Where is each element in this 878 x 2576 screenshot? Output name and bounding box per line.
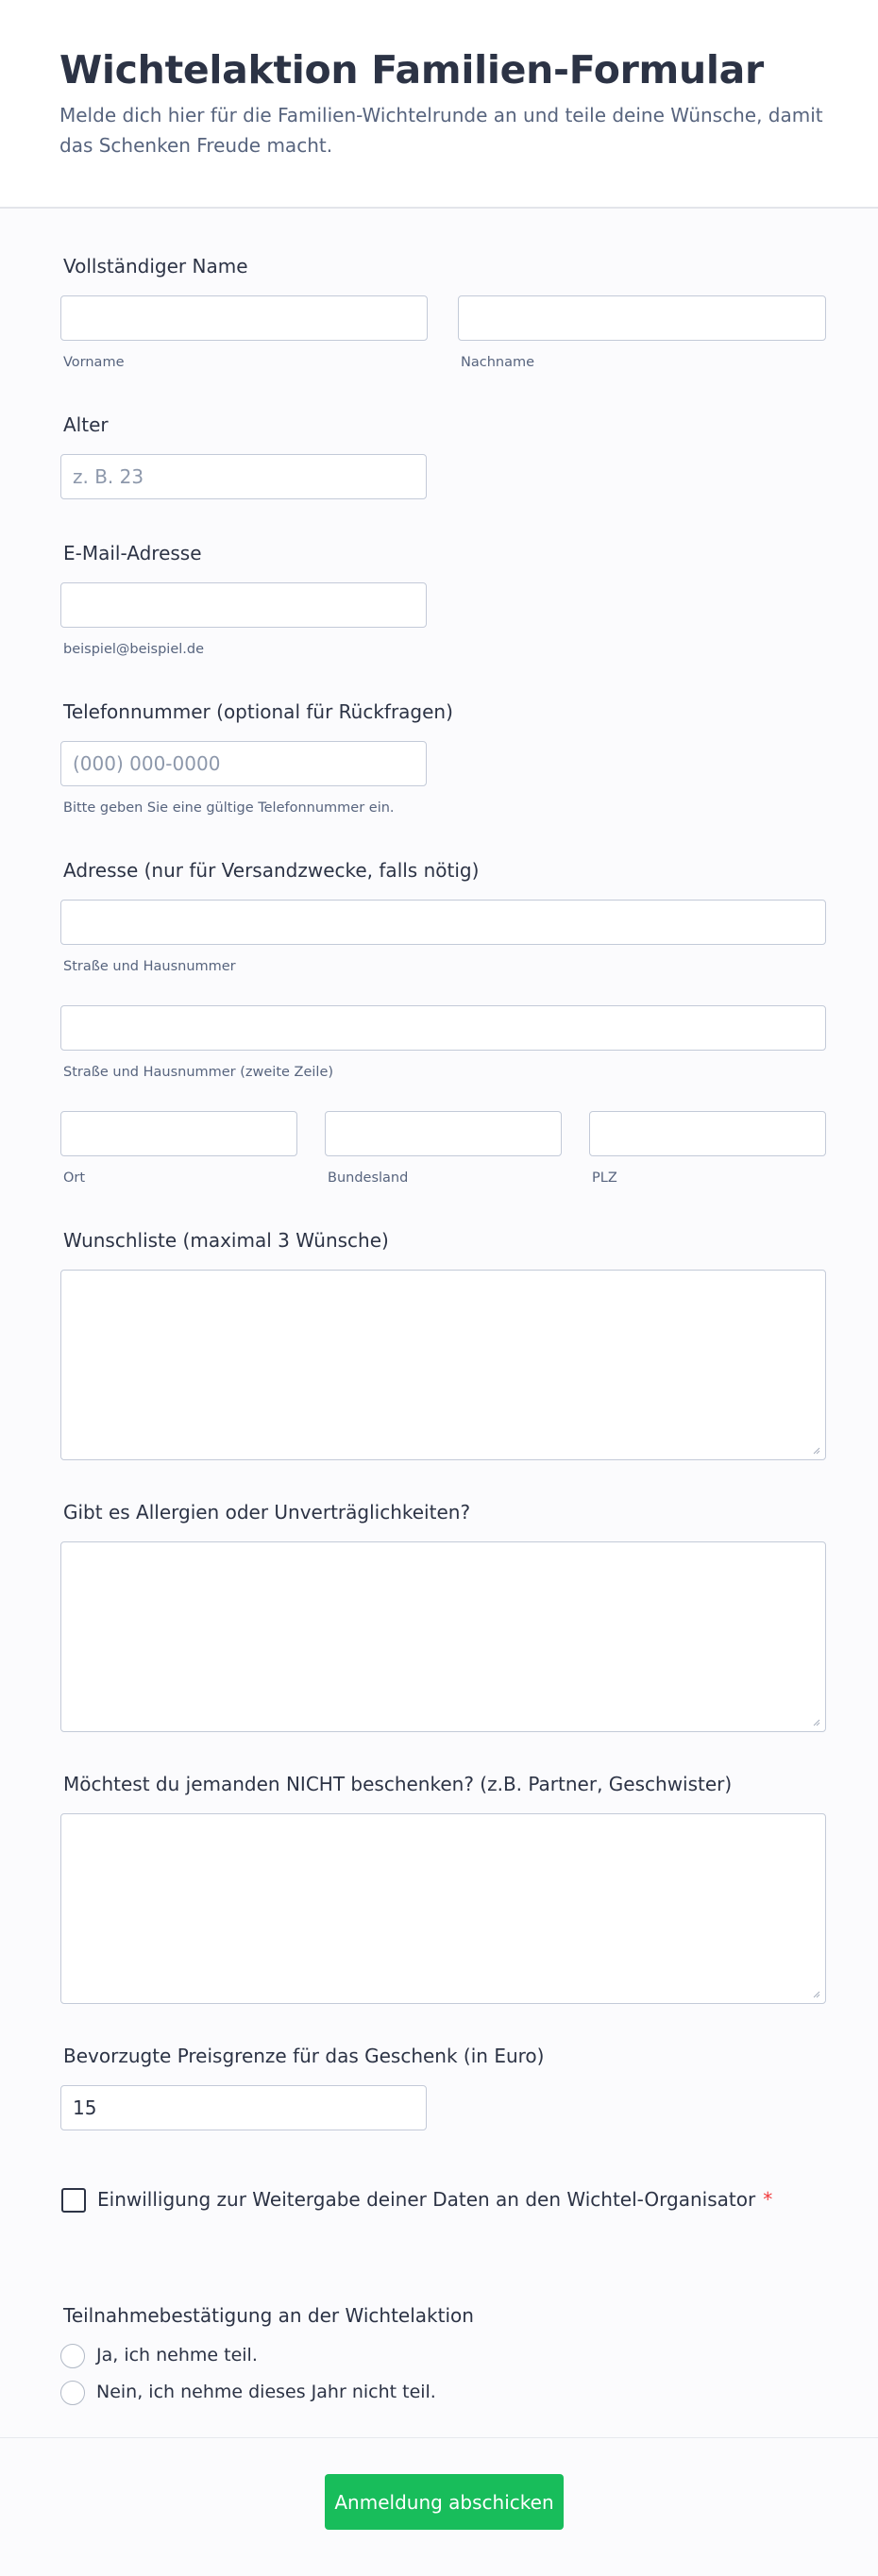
submit-button[interactable]: Anmeldung abschicken bbox=[325, 2474, 564, 2530]
price-label: Bevorzugte Preisgrenze für das Geschenk (in Euro) bbox=[63, 2045, 545, 2067]
street-line1-input[interactable] bbox=[60, 900, 826, 945]
email-sublabel: beispiel@beispiel.de bbox=[63, 642, 205, 657]
consent-checkbox[interactable] bbox=[61, 2188, 86, 2213]
participation-no-label[interactable]: Nein, ich nehme dieses Jahr nicht teil. bbox=[96, 2382, 436, 2402]
allergies-textarea[interactable] bbox=[60, 1541, 826, 1732]
resize-grip-icon[interactable] bbox=[811, 1989, 820, 1998]
form-title: Wichtelaktion Familien-Formular bbox=[59, 47, 764, 93]
state-sublabel: Bundesland bbox=[328, 1170, 409, 1186]
name-label: Vollständiger Name bbox=[63, 255, 248, 278]
form-header bbox=[0, 0, 878, 209]
address-label: Adresse (nur für Versandzwecke, falls nötig) bbox=[63, 859, 480, 882]
street-line1-sublabel: Straße und Hausnummer bbox=[63, 959, 236, 974]
allergies-label: Gibt es Allergien oder Unverträglichkeiten? bbox=[63, 1501, 471, 1524]
participation-yes-label[interactable]: Ja, ich nehme teil. bbox=[96, 2345, 258, 2366]
footer-divider bbox=[0, 2437, 878, 2438]
email-input[interactable] bbox=[60, 582, 427, 628]
phone-label: Telefonnummer (optional für Rückfragen) bbox=[63, 700, 453, 723]
phone-input[interactable] bbox=[60, 741, 427, 786]
exclude-textarea[interactable] bbox=[60, 1813, 826, 2004]
age-label: Alter bbox=[63, 413, 109, 436]
street-line2-sublabel: Straße und Hausnummer (zweite Zeile) bbox=[63, 1065, 334, 1080]
last-name-input[interactable] bbox=[458, 295, 826, 341]
street-line2-input[interactable] bbox=[60, 1005, 826, 1051]
wishlist-label: Wunschliste (maximal 3 Wünsche) bbox=[63, 1229, 389, 1252]
age-input[interactable] bbox=[60, 454, 427, 499]
city-sublabel: Ort bbox=[63, 1170, 86, 1186]
participation-yes-radio[interactable] bbox=[60, 2344, 85, 2368]
zip-sublabel: PLZ bbox=[592, 1170, 617, 1186]
first-name-sublabel: Vorname bbox=[63, 355, 125, 370]
first-name-input[interactable] bbox=[60, 295, 428, 341]
wishlist-textarea[interactable] bbox=[60, 1270, 826, 1460]
required-mark: * bbox=[763, 2188, 773, 2211]
exclude-label: Möchtest du jemanden NICHT beschenken? (z.B. Partner, Geschwister) bbox=[63, 1773, 733, 1795]
consent-label bbox=[97, 2188, 772, 2211]
email-label: E-Mail-Adresse bbox=[63, 542, 202, 564]
consent-text: Einwilligung zur Weitergabe deiner Daten an den Wichtel-Organisator bbox=[97, 2188, 756, 2211]
participation-no-radio[interactable] bbox=[60, 2381, 85, 2405]
last-name-sublabel: Nachname bbox=[461, 355, 535, 370]
form-subtitle: Melde dich hier für die Familien-Wichtelrunde an und teile deine Wünsche, damit das Schenken Freude macht. bbox=[59, 104, 823, 157]
participation-label: Teilnahmebestätigung an der Wichtelaktion bbox=[63, 2304, 474, 2327]
resize-grip-icon[interactable] bbox=[811, 1717, 820, 1726]
price-input[interactable] bbox=[60, 2085, 427, 2130]
state-input[interactable] bbox=[325, 1111, 562, 1156]
resize-grip-icon[interactable] bbox=[811, 1445, 820, 1455]
city-input[interactable] bbox=[60, 1111, 297, 1156]
phone-sublabel: Bitte geben Sie eine gültige Telefonnummer ein. bbox=[63, 800, 395, 816]
zip-input[interactable] bbox=[589, 1111, 826, 1156]
